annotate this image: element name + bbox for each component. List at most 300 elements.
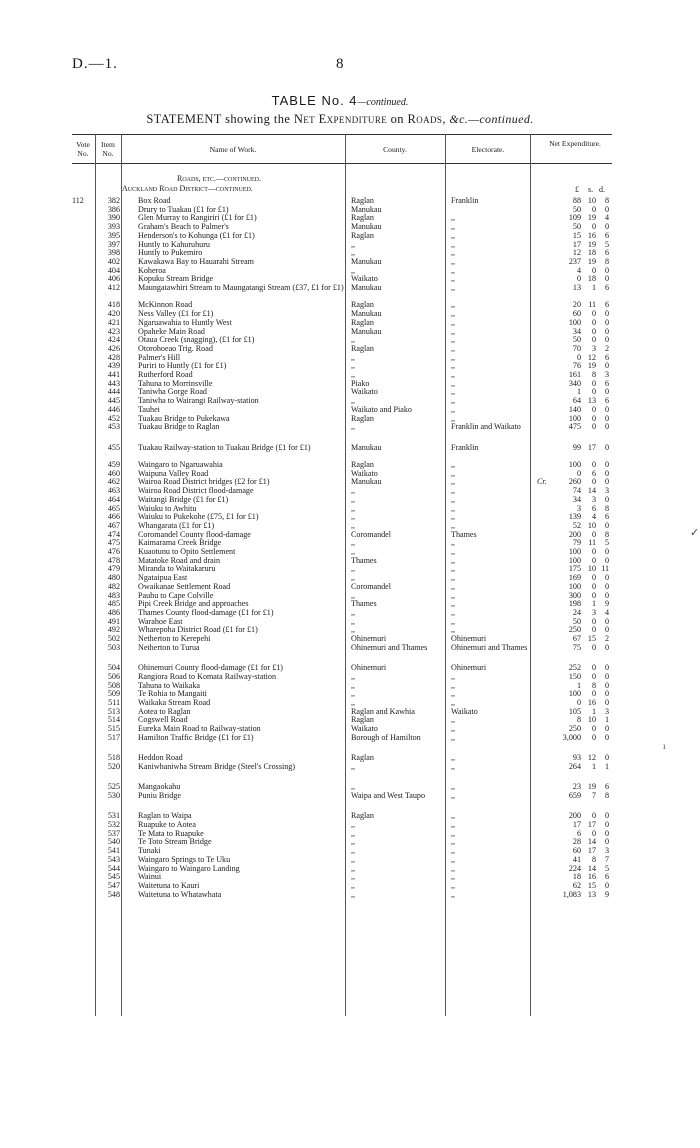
table-title-suffix: —continued. — [357, 97, 409, 108]
cell-work-name: Huntly to Kahuruhuru — [138, 240, 210, 249]
cell-county: ,, — [351, 538, 356, 548]
cell-pounds: 200 — [568, 529, 581, 539]
cell-electorate: ,, — [451, 837, 456, 847]
cell-electorate: Franklin — [451, 196, 479, 205]
cell-work-name: Kawakawa Bay to Hauarahi Stream — [138, 257, 254, 266]
cell-pence: 0 — [604, 265, 609, 275]
cell-shillings: 17 — [587, 846, 596, 856]
cell-county: Waipa and West Taupo — [351, 790, 426, 800]
cell-pounds: 75 — [572, 642, 581, 652]
cell-shillings: 18 — [587, 248, 596, 258]
cell-electorate: ,, — [451, 300, 456, 310]
cell-pounds: 0 — [576, 352, 581, 362]
cell-shillings: 6 — [591, 468, 596, 478]
cell-electorate: ,, — [451, 607, 456, 617]
cell-pence: 8 — [604, 790, 609, 800]
cell-item-number: 483 — [107, 590, 120, 600]
cell-pounds: 93 — [572, 753, 581, 763]
cell-county: Thames — [351, 555, 377, 565]
cell-item-number: 453 — [107, 422, 120, 432]
cell-pounds: 20 — [572, 300, 581, 310]
cell-work-name: Waitetuna to Kauri — [138, 881, 200, 890]
cell-item-number: 475 — [107, 538, 120, 548]
cell-item-number: 548 — [107, 889, 120, 899]
cell-county: ,, — [351, 265, 356, 275]
cell-work-name: Waipuna Valley Road — [138, 469, 209, 478]
cell-shillings: 0 — [591, 671, 596, 681]
tick-mark-icon: ✓ — [690, 527, 700, 539]
cell-work-name: Netherton to Kerepehi — [138, 635, 211, 643]
cell-county: Ohinemuri — [351, 663, 387, 673]
cell-shillings: 0 — [591, 265, 596, 275]
column-header-county: County. — [383, 145, 407, 154]
cell-electorate: ,, — [451, 872, 456, 882]
cell-county: ,, — [351, 335, 356, 345]
cell-work-name: Puriri to Huntly (£1 for £1) — [138, 362, 227, 371]
cell-shillings: 0 — [591, 309, 596, 319]
margin-bar-mark: ı — [663, 741, 666, 751]
section-heading: Roads, etc.—continued. — [177, 174, 261, 183]
cell-electorate: ,, — [451, 547, 456, 556]
cell-item-number: 537 — [107, 828, 120, 838]
cell-electorate: ,, — [451, 494, 456, 504]
cell-electorate: ,, — [451, 625, 456, 635]
cell-county: Raglan and Kawhia — [351, 706, 415, 716]
cell-shillings: 8 — [591, 854, 596, 864]
cell-pence: 6 — [604, 872, 609, 882]
cell-shillings: 19 — [587, 213, 596, 223]
cell-shillings: 19 — [587, 782, 596, 792]
cell-item-number: 443 — [107, 378, 120, 388]
cell-county: ,, — [351, 680, 356, 690]
cell-pounds: 659 — [568, 790, 581, 800]
cell-item-number: 402 — [107, 256, 120, 266]
cell-shillings: 0 — [591, 477, 596, 487]
cell-work-name: Pauhu to Cape Colville — [138, 591, 214, 600]
cell-electorate: ,, — [451, 590, 456, 600]
cell-pounds: 50 — [572, 616, 581, 626]
cell-work-name: Raglan to Waipa — [138, 812, 192, 821]
cell-pence: 0 — [604, 689, 609, 699]
cell-shillings: 10 — [587, 715, 596, 725]
cell-electorate: ,, — [451, 404, 456, 414]
cell-work-name: Kuaotunu to Opito Settlement — [138, 548, 236, 556]
statement-heading — [0, 112, 680, 127]
cell-work-name: Drury to Tuakau (£1 for £1) — [138, 205, 229, 214]
cell-item-number: 513 — [107, 706, 120, 716]
cell-pence: 0 — [604, 309, 609, 319]
cell-electorate: Ohinemuri — [451, 663, 487, 673]
cell-pence: 0 — [604, 361, 609, 371]
cell-electorate: ,, — [451, 854, 456, 864]
cell-work-name: Graham's Beach to Palmer's — [138, 223, 229, 232]
document-reference: D.—1. — [72, 56, 118, 72]
cell-pence: 3 — [604, 706, 609, 716]
cell-pence: 6 — [604, 512, 609, 522]
cell-item-number: 439 — [107, 361, 120, 371]
cell-item-number: 462 — [107, 477, 120, 487]
cell-electorate: ,, — [451, 222, 456, 232]
cell-pence: 3 — [604, 846, 609, 856]
cell-pence: 1 — [604, 715, 609, 725]
cell-electorate: Franklin — [451, 442, 479, 452]
cell-electorate: ,, — [451, 387, 456, 397]
cell-pounds: 250 — [568, 724, 581, 733]
cell-pence: 3 — [604, 486, 609, 496]
cell-pounds: 12 — [572, 248, 581, 258]
cell-item-number: 465 — [107, 503, 120, 513]
cell-shillings: 14 — [587, 863, 596, 873]
cell-electorate: ,, — [451, 732, 456, 742]
cell-pence: 0 — [604, 837, 609, 847]
cell-work-name: Tuakau Bridge to Raglan — [138, 423, 220, 432]
cell-electorate: ,, — [451, 889, 456, 899]
cell-county: ,, — [351, 889, 356, 899]
cell-pence: 4 — [604, 607, 609, 617]
statement-lead: STATEMENT showing the — [146, 112, 291, 126]
cell-work-name: Tahuna to Morrinsville — [138, 379, 213, 388]
statement-roads: Roads, — [407, 112, 446, 126]
cell-electorate: ,, — [451, 317, 456, 327]
cell-pence: 0 — [604, 204, 609, 214]
column-divider — [95, 134, 96, 1016]
cell-pence: 0 — [604, 732, 609, 742]
cell-pounds: 200 — [568, 811, 581, 821]
cell-item-number: 502 — [107, 634, 120, 643]
cell-pounds: 1 — [576, 680, 581, 690]
cell-work-name: Thames County flood-damage (£1 for £1) — [138, 608, 274, 617]
cell-county: ,, — [351, 854, 356, 864]
cell-item-number: 397 — [107, 239, 120, 249]
cell-item-number: 424 — [107, 335, 120, 345]
cell-county: ,, — [351, 761, 356, 771]
cell-item-number: 509 — [107, 689, 120, 699]
cell-county: ,, — [351, 370, 356, 379]
cell-pence: 6 — [604, 248, 609, 258]
cell-pence: 0 — [604, 422, 609, 432]
cell-electorate: ,, — [451, 343, 456, 353]
cell-pence: 8 — [604, 196, 609, 205]
cell-electorate: Waikato — [451, 706, 478, 716]
cell-item-number: 464 — [107, 494, 120, 504]
cell-pounds: 79 — [572, 538, 581, 548]
cell-pounds: 60 — [572, 309, 581, 319]
cell-county: ,, — [351, 396, 356, 406]
cell-county: Manukau — [351, 442, 382, 452]
cell-county: Waikato and Piako — [351, 404, 412, 414]
cell-work-name: Wairoa Road District bridges (£2 for £1) — [138, 478, 270, 487]
cell-pounds: 0 — [576, 697, 581, 707]
cell-work-name: Wharepoha District Road (£1 for £1) — [138, 626, 258, 635]
cell-pounds: 264 — [568, 761, 581, 771]
cell-county: ,, — [351, 503, 356, 513]
cell-pence: 8 — [604, 529, 609, 539]
cell-item-number: 545 — [107, 872, 120, 882]
cell-pence: 9 — [604, 889, 609, 899]
cell-pence: 0 — [604, 820, 609, 829]
cell-electorate: ,, — [451, 239, 456, 249]
cell-county: Raglan — [351, 343, 374, 353]
cell-shillings: 3 — [591, 494, 596, 504]
cell-item-number: 508 — [107, 680, 120, 690]
cell-pounds: 34 — [572, 494, 581, 504]
cell-item-number: 418 — [107, 300, 120, 310]
cell-shillings: 8 — [591, 370, 596, 379]
cell-pounds: 3 — [576, 503, 581, 513]
cell-shillings: 16 — [587, 230, 596, 240]
cell-item-number: 445 — [107, 396, 120, 406]
cell-shillings: 0 — [591, 663, 596, 673]
statement-net-expenditure: Net Expenditure — [293, 112, 388, 126]
cell-shillings: 0 — [591, 828, 596, 838]
cell-work-name: Waitangi Bridge (£1 for £1) — [138, 495, 229, 504]
cell-item-number: 441 — [107, 370, 120, 379]
cell-work-name: McKinnon Road — [138, 301, 193, 310]
cell-electorate: ,, — [451, 697, 456, 707]
cell-county: Waikato — [351, 274, 378, 284]
cell-work-name: Miranda to Waitakaruru — [138, 565, 216, 574]
cell-county: ,, — [351, 689, 356, 699]
cell-pence: 6 — [604, 283, 609, 292]
cell-pounds: 13 — [572, 283, 581, 292]
cell-electorate: ,, — [451, 512, 456, 522]
cell-pence: 6 — [604, 782, 609, 792]
cell-shillings: 0 — [591, 590, 596, 600]
cell-electorate: ,, — [451, 503, 456, 513]
cell-item-number: 504 — [107, 663, 120, 673]
cell-item-number: 540 — [107, 837, 120, 847]
cell-item-number: 406 — [107, 274, 120, 284]
cell-pence: 2 — [604, 343, 609, 353]
cell-electorate: ,, — [451, 689, 456, 699]
cell-electorate: ,, — [451, 573, 456, 583]
cell-work-name: Netherton to Turua — [138, 643, 200, 652]
cell-shillings: 10 — [587, 564, 596, 574]
cell-county: Raglan — [351, 753, 374, 763]
cell-pence: 0 — [604, 442, 609, 452]
cell-pounds: 475 — [568, 422, 581, 432]
cell-shillings: 15 — [587, 634, 596, 643]
cell-electorate: ,, — [451, 564, 456, 574]
cell-work-name: Pipi Creek Bridge and approaches — [138, 600, 249, 609]
cell-shillings: 0 — [591, 413, 596, 423]
cell-pounds: 237 — [568, 256, 581, 266]
cell-county: Raglan — [351, 213, 374, 223]
cell-county: Coromandel — [351, 581, 392, 591]
cell-pence: 0 — [604, 317, 609, 327]
cell-county: Raglan — [351, 460, 374, 469]
cell-pence: 1 — [604, 761, 609, 771]
cell-work-name: Henderson's to Kohunga (£1 for £1) — [138, 231, 255, 240]
cell-work-name: Wainui — [138, 873, 162, 882]
cell-shillings: 1 — [591, 706, 596, 716]
cell-item-number: 515 — [107, 724, 120, 733]
cell-item-number: 480 — [107, 573, 120, 583]
cell-electorate: ,, — [451, 265, 456, 275]
cell-pounds: 60 — [572, 846, 581, 856]
cell-shillings: 4 — [591, 512, 596, 522]
cell-electorate: ,, — [451, 352, 456, 362]
cell-item-number: 395 — [107, 230, 120, 240]
cell-shillings: 17 — [587, 820, 596, 829]
cell-county: ,, — [351, 828, 356, 838]
cell-pence: 0 — [604, 671, 609, 681]
cell-item-number: 455 — [107, 442, 120, 452]
cell-work-name: Waikaka Stream Road — [138, 698, 211, 707]
cell-shillings: 0 — [591, 732, 596, 742]
cell-item-number: 386 — [107, 204, 120, 214]
district-heading: Auckland Road District—continued. — [122, 184, 253, 193]
cell-county: ,, — [351, 573, 356, 583]
cell-pounds: 50 — [572, 222, 581, 232]
cell-pence: 5 — [604, 538, 609, 548]
cell-work-name: Kopuku Stream Bridge — [138, 275, 214, 284]
cell-pounds: 67 — [572, 634, 581, 643]
cell-item-number: 428 — [107, 352, 120, 362]
cell-county: ,, — [351, 564, 356, 574]
cell-electorate: ,, — [451, 213, 456, 223]
cell-item-number: 476 — [107, 547, 120, 556]
cell-pounds: 70 — [572, 343, 581, 353]
cell-pounds: 140 — [568, 404, 581, 414]
cell-county: Thames — [351, 599, 377, 609]
cell-item-number: 531 — [107, 811, 120, 821]
cell-shillings: 0 — [591, 581, 596, 591]
cell-pounds: 100 — [568, 547, 581, 556]
cell-shillings: 10 — [587, 196, 596, 205]
cell-electorate: ,, — [451, 555, 456, 565]
cell-pence: 0 — [604, 413, 609, 423]
cell-pounds: 23 — [572, 782, 581, 792]
cell-county: Ohinemuri and Thames — [351, 642, 428, 652]
cell-pounds: 224 — [568, 863, 581, 873]
cell-pence: 9 — [604, 599, 609, 609]
cell-pence: 0 — [604, 555, 609, 565]
cell-electorate: ,, — [451, 599, 456, 609]
cell-electorate: ,, — [451, 460, 456, 469]
cell-pounds: 88 — [572, 196, 581, 205]
cell-electorate: ,, — [451, 256, 456, 266]
cell-county: Waikato — [351, 468, 378, 478]
cell-pounds: 100 — [568, 413, 581, 423]
cell-pence: 0 — [604, 460, 609, 469]
cell-pounds: 62 — [572, 880, 581, 890]
cell-county: ,, — [351, 422, 356, 432]
cell-item-number: 404 — [107, 265, 120, 275]
cell-work-name: Palmer's Hill — [138, 353, 181, 362]
cell-item-number: 426 — [107, 343, 120, 353]
cell-county: ,, — [351, 352, 356, 362]
cell-county: Manukau — [351, 309, 382, 319]
cell-pence: 5 — [604, 239, 609, 249]
cell-county: ,, — [351, 547, 356, 556]
cell-electorate: ,, — [451, 581, 456, 591]
cell-item-number: 514 — [107, 715, 120, 725]
cell-pence: 6 — [604, 352, 609, 362]
pounds-sign: £ — [575, 185, 579, 194]
cell-pence: 4 — [604, 213, 609, 223]
cell-work-name: Hamilton Traffic Bridge (£1 for £1) — [138, 733, 254, 742]
cell-item-number: 541 — [107, 846, 120, 856]
cell-item-number: 503 — [107, 642, 120, 652]
cell-county: ,, — [351, 872, 356, 882]
cell-county: Raglan — [351, 811, 374, 821]
cell-shillings: 11 — [588, 300, 596, 310]
cell-pence: 0 — [604, 494, 609, 504]
cell-pence: 0 — [604, 625, 609, 635]
cell-work-name: Ness Valley (£1 for £1) — [138, 310, 214, 319]
cell-electorate: ,, — [451, 230, 456, 240]
cell-electorate: ,, — [451, 520, 456, 530]
cell-item-number: 517 — [107, 732, 120, 742]
cell-electorate: ,, — [451, 715, 456, 725]
cell-county: ,, — [351, 671, 356, 681]
cell-electorate: ,, — [451, 880, 456, 890]
cell-work-name: Waiuku to Awhitu — [138, 504, 197, 513]
cell-work-name: Waiuku to Pukekohe (£75, £1 for £1) — [138, 513, 259, 522]
cell-item-number: 511 — [108, 697, 120, 707]
cell-item-number: 544 — [107, 863, 120, 873]
cell-pounds: 41 — [572, 854, 581, 864]
cell-work-name: Otaua Creek (snagging), (£1 for £1) — [138, 336, 255, 345]
shillings-label: s. — [588, 185, 594, 194]
cell-county: Raglan — [351, 715, 374, 725]
cell-shillings: 0 — [591, 616, 596, 626]
cell-electorate: ,, — [451, 309, 456, 319]
cell-item-number: 466 — [107, 512, 120, 522]
cell-work-name: Waitetuna to Whatawhata — [138, 890, 222, 899]
cell-county: ,, — [351, 590, 356, 600]
cell-credit-marker: Cr. — [537, 477, 547, 487]
cell-pence: 0 — [604, 335, 609, 345]
cell-county: ,, — [351, 494, 356, 504]
cell-pence: 0 — [604, 573, 609, 583]
cell-electorate: ,, — [451, 468, 456, 478]
cell-work-name: Cogswell Road — [138, 716, 188, 725]
cell-county: Manukau — [351, 204, 382, 214]
cell-shillings: 0 — [591, 460, 596, 469]
cell-county: ,, — [351, 837, 356, 847]
cell-county: Borough of Hamilton — [351, 732, 421, 742]
cell-item-number: 459 — [107, 460, 120, 469]
cell-pounds: 18 — [572, 872, 581, 882]
cell-item-number: 479 — [107, 564, 120, 574]
cell-electorate: Thames — [451, 529, 477, 539]
cell-work-name: Taniwha to Wairangi Railway-station — [138, 397, 259, 406]
cell-work-name: Tahuna to Waikaka — [138, 681, 201, 690]
cell-electorate: ,, — [451, 477, 456, 487]
cell-work-name: Koheroa — [138, 266, 166, 275]
cell-pounds: 100 — [568, 581, 581, 591]
cell-county: Coromandel — [351, 529, 392, 539]
cell-item-number: 530 — [107, 790, 120, 800]
cell-electorate: ,, — [451, 846, 456, 856]
page-number: 8 — [336, 56, 344, 72]
cell-pounds: 64 — [572, 396, 581, 406]
cell-pounds: 8 — [576, 715, 581, 725]
cell-pence: 8 — [604, 503, 609, 513]
cell-shillings: 14 — [587, 486, 596, 496]
cell-pounds: 0 — [576, 274, 581, 284]
cell-pence: 0 — [604, 616, 609, 626]
cell-shillings: 1 — [591, 599, 596, 609]
cell-county: Raglan — [351, 317, 374, 327]
cell-pence: 6 — [604, 300, 609, 310]
cell-pounds: 300 — [568, 590, 581, 600]
cell-electorate: ,, — [451, 335, 456, 345]
cell-county: ,, — [351, 625, 356, 635]
cell-county: ,, — [351, 863, 356, 873]
